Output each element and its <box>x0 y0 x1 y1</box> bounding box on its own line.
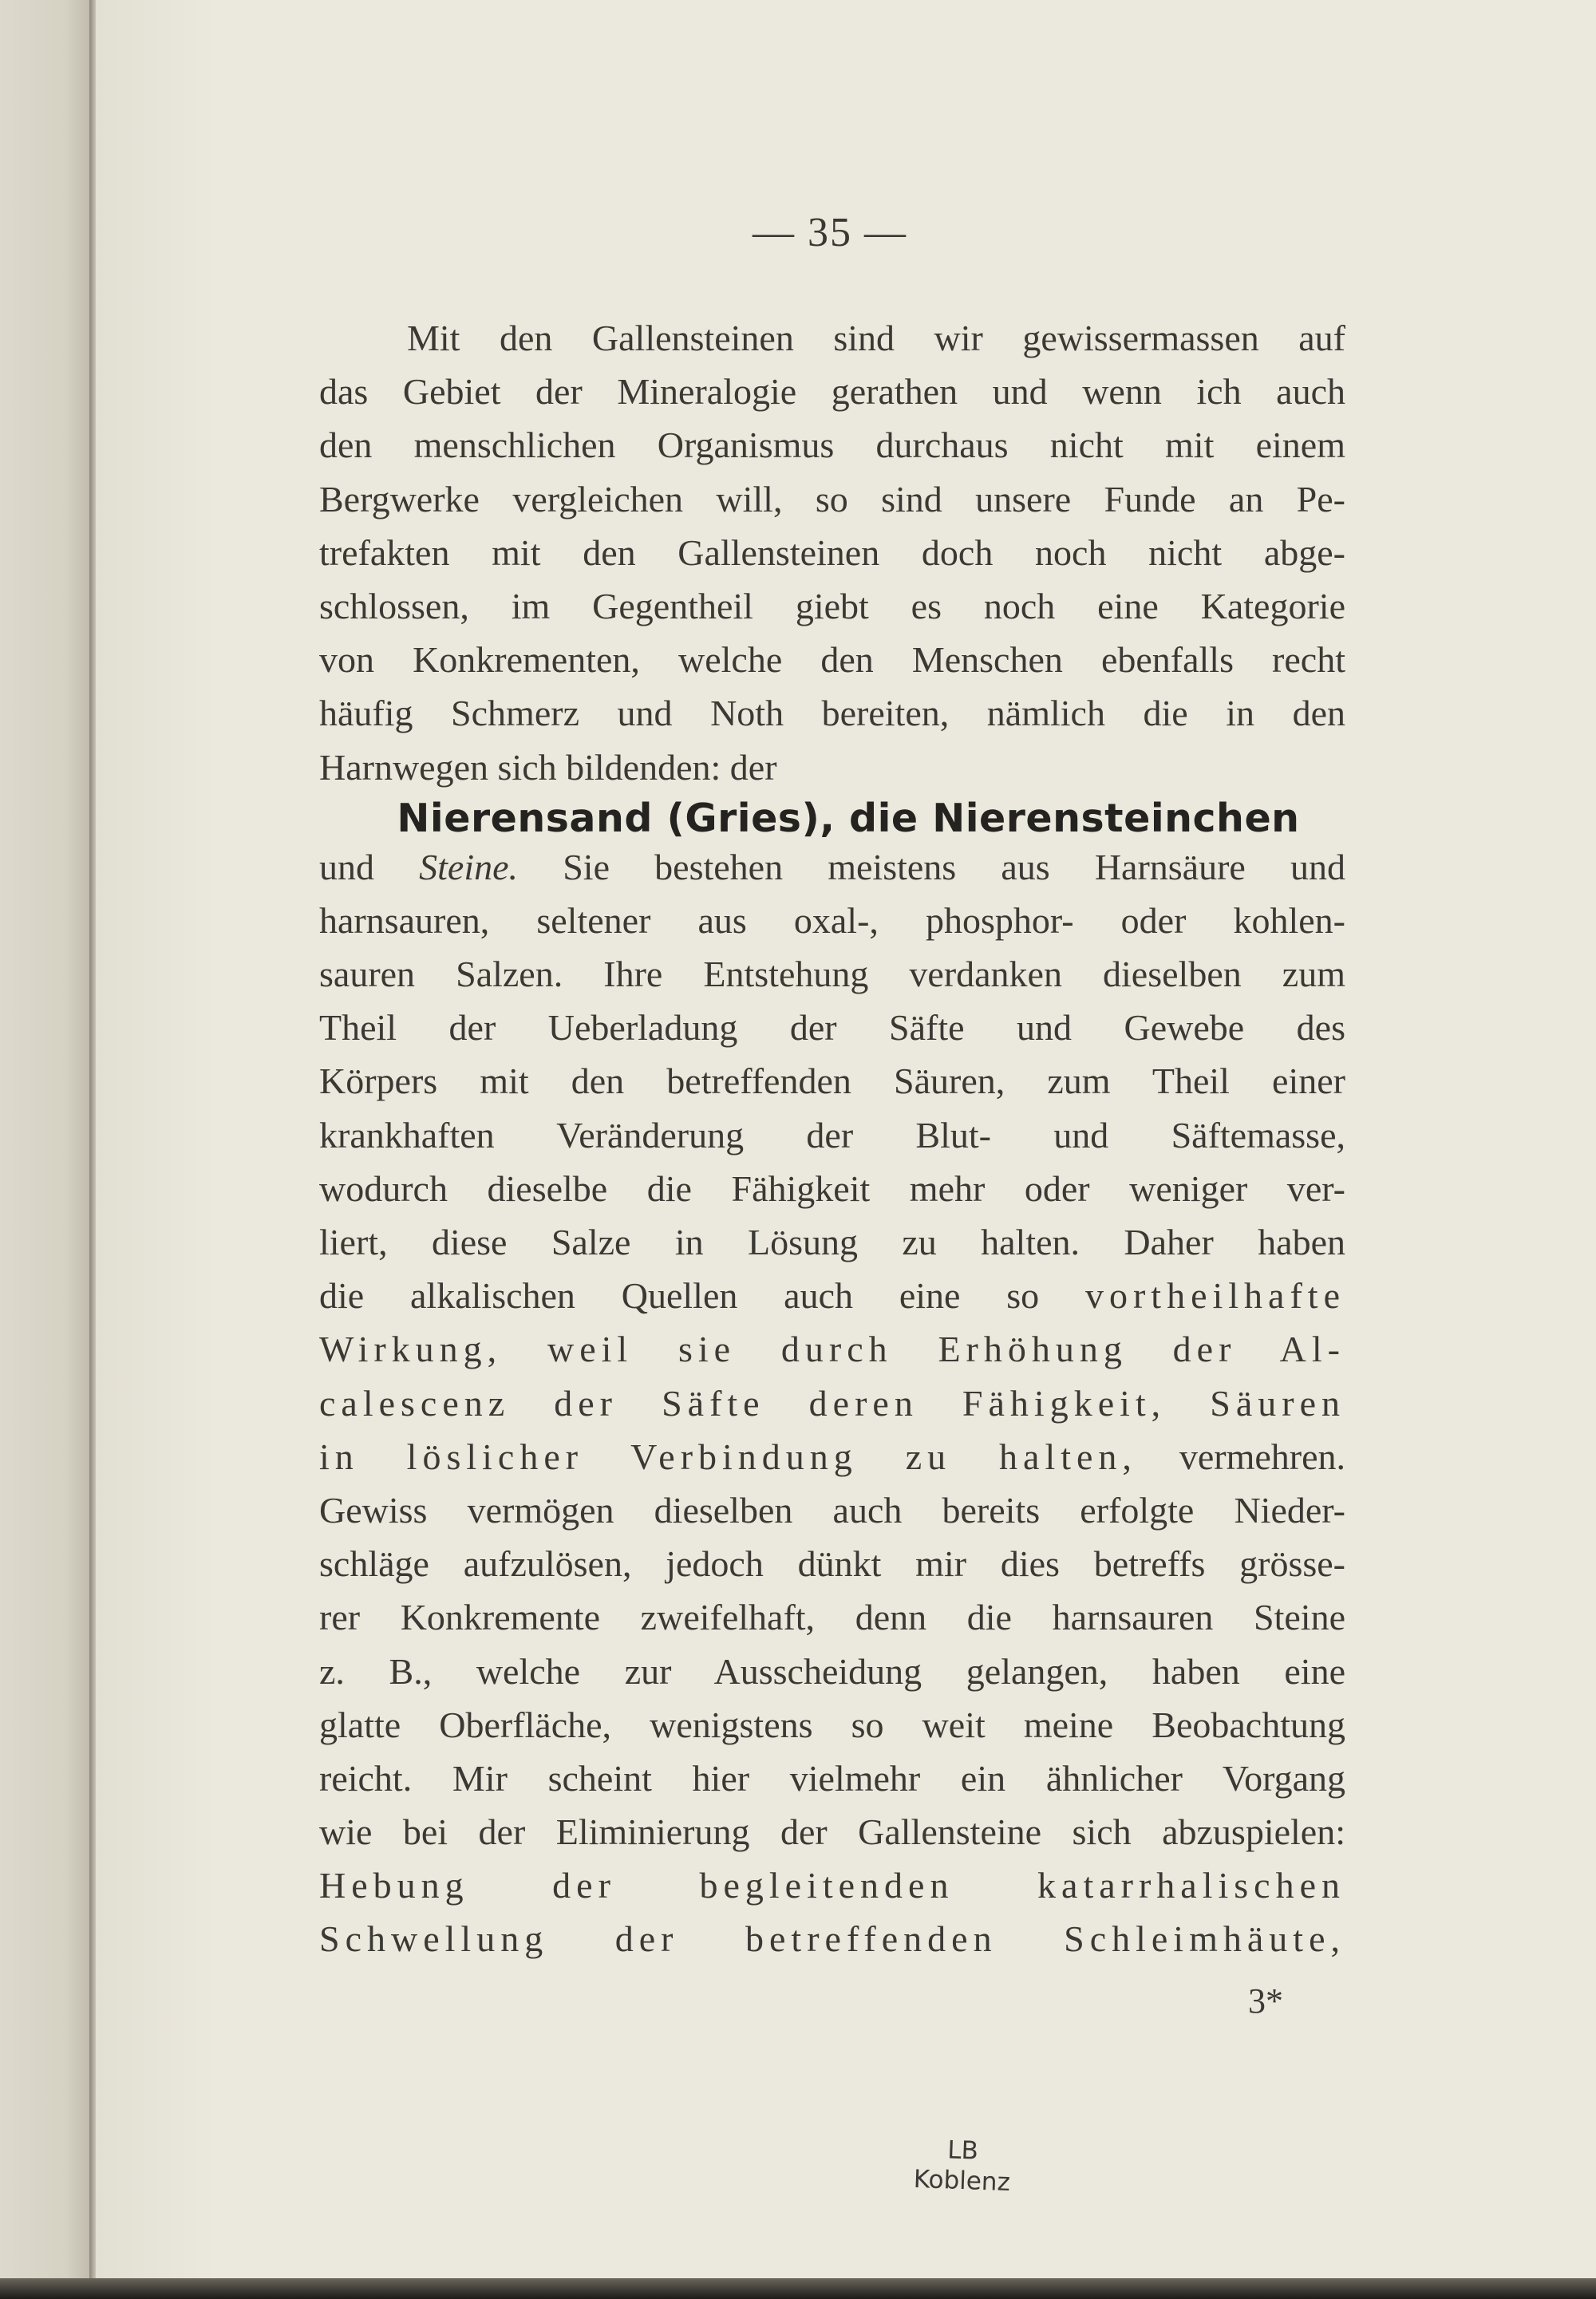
section-heading: Nierensand (Gries), die Nierensteinchen <box>397 795 1300 841</box>
spaced-emphasis-line: calescenz der Säfte deren Fähigkeit, Säuren <box>319 1382 1345 1424</box>
text-line: schläge aufzulösen, jedoch dünkt mir dies betreffs grösse- <box>319 1543 1345 1585</box>
text-line: häufig Schmerz und Noth bereiten, nämlich die in den <box>319 693 1345 734</box>
text-line: schlossen, im Gegentheil giebt es noch eine Kategorie <box>319 585 1345 626</box>
text-line: den menschlichen Organismus durchaus nicht mit einem <box>319 425 1345 466</box>
printer-signature-mark: 3* <box>1248 1981 1283 2021</box>
text-line: harnsauren, seltener aus oxal-, phosphor- oder kohlen- <box>319 899 1345 941</box>
text-line: das Gebiet der Mineralogie gerathen und wenn ich auch <box>319 371 1345 413</box>
text-line: wie bei der Eliminierung der Gallensteine sich abzuspielen: <box>319 1811 1345 1853</box>
left-page-edge <box>0 0 94 2299</box>
italic-term: Steine. <box>419 846 519 887</box>
text-line: reicht. Mir scheint hier vielmehr ein ähnlicher Vorgang <box>319 1757 1345 1799</box>
body-text <box>319 311 1345 1966</box>
library-stamp <box>906 2134 1020 2198</box>
text-line: rer Konkremente zweifelhaft, denn die harnsauren Steine <box>319 1597 1345 1638</box>
text-line: sauren Salzen. Ihre Entstehung verdanken dieselben zum <box>319 954 1345 995</box>
page-number: — 35 — <box>753 210 907 255</box>
text-line: z. B., welche zur Ausscheidung gelangen, haben eine <box>319 1650 1345 1692</box>
text-line: trefakten mit den Gallensteinen doch noch nicht abge- <box>319 531 1345 573</box>
spaced-emphasis: in löslicher Verbindung zu halten, <box>319 1436 1137 1477</box>
scan-bottom-edge <box>0 2278 1596 2299</box>
stamp-line: Koblenz <box>913 2164 1011 2198</box>
text-line: Harnwegen sich bildenden: der <box>319 746 777 788</box>
spaced-emphasis-line: Schwellung der betreffenden Schleimhäute, <box>319 1918 1345 1960</box>
text-line <box>319 1269 1345 1322</box>
text-span: vermehren. <box>1136 1436 1345 1477</box>
text-line: liert, diese Salze in Lösung zu halten. Daher haben <box>319 1222 1345 1262</box>
text-span: die alkalischen Quellen auch eine so <box>319 1275 1085 1317</box>
text-line <box>319 840 1345 894</box>
text-line: krankhaften Veränderung der Blut- und Säftemasse, <box>319 1114 1345 1155</box>
text-line: von Konkrementen, welche den Menschen ebenfalls recht <box>319 639 1345 681</box>
text-line: Mit den Gallensteinen sind wir gewissermassen auf <box>407 318 1345 358</box>
text-span: und <box>319 846 420 887</box>
text-line: wodurch dieselbe die Fähigkeit mehr oder weniger ver- <box>319 1167 1345 1209</box>
spaced-emphasis: vortheilhafte <box>1084 1275 1345 1317</box>
stamp-line: LB <box>946 2135 979 2166</box>
text-line: Theil der Ueberladung der Säfte und Gewebe des <box>319 1007 1345 1049</box>
text-line: Bergwerke vergleichen will, so sind unsere Funde an Pe- <box>319 478 1345 519</box>
spaced-emphasis-line: Wirkung, weil sie durch Erhöhung der Al- <box>319 1329 1345 1370</box>
spaced-emphasis-line: Hebung der begleitenden katarrhalischen <box>319 1865 1345 1906</box>
text-line: Gewiss vermögen dieselben auch bereits erfolgte Nieder- <box>319 1489 1345 1531</box>
text-span: Sie bestehen meistens aus Harnsäure und <box>518 846 1345 887</box>
text-line <box>319 1430 1345 1483</box>
text-line: Körpers mit den betreffenden Säuren, zum Theil einer <box>319 1061 1345 1102</box>
text-line: glatte Oberfläche, wenigstens so weit meine Beobachtung <box>319 1704 1345 1745</box>
